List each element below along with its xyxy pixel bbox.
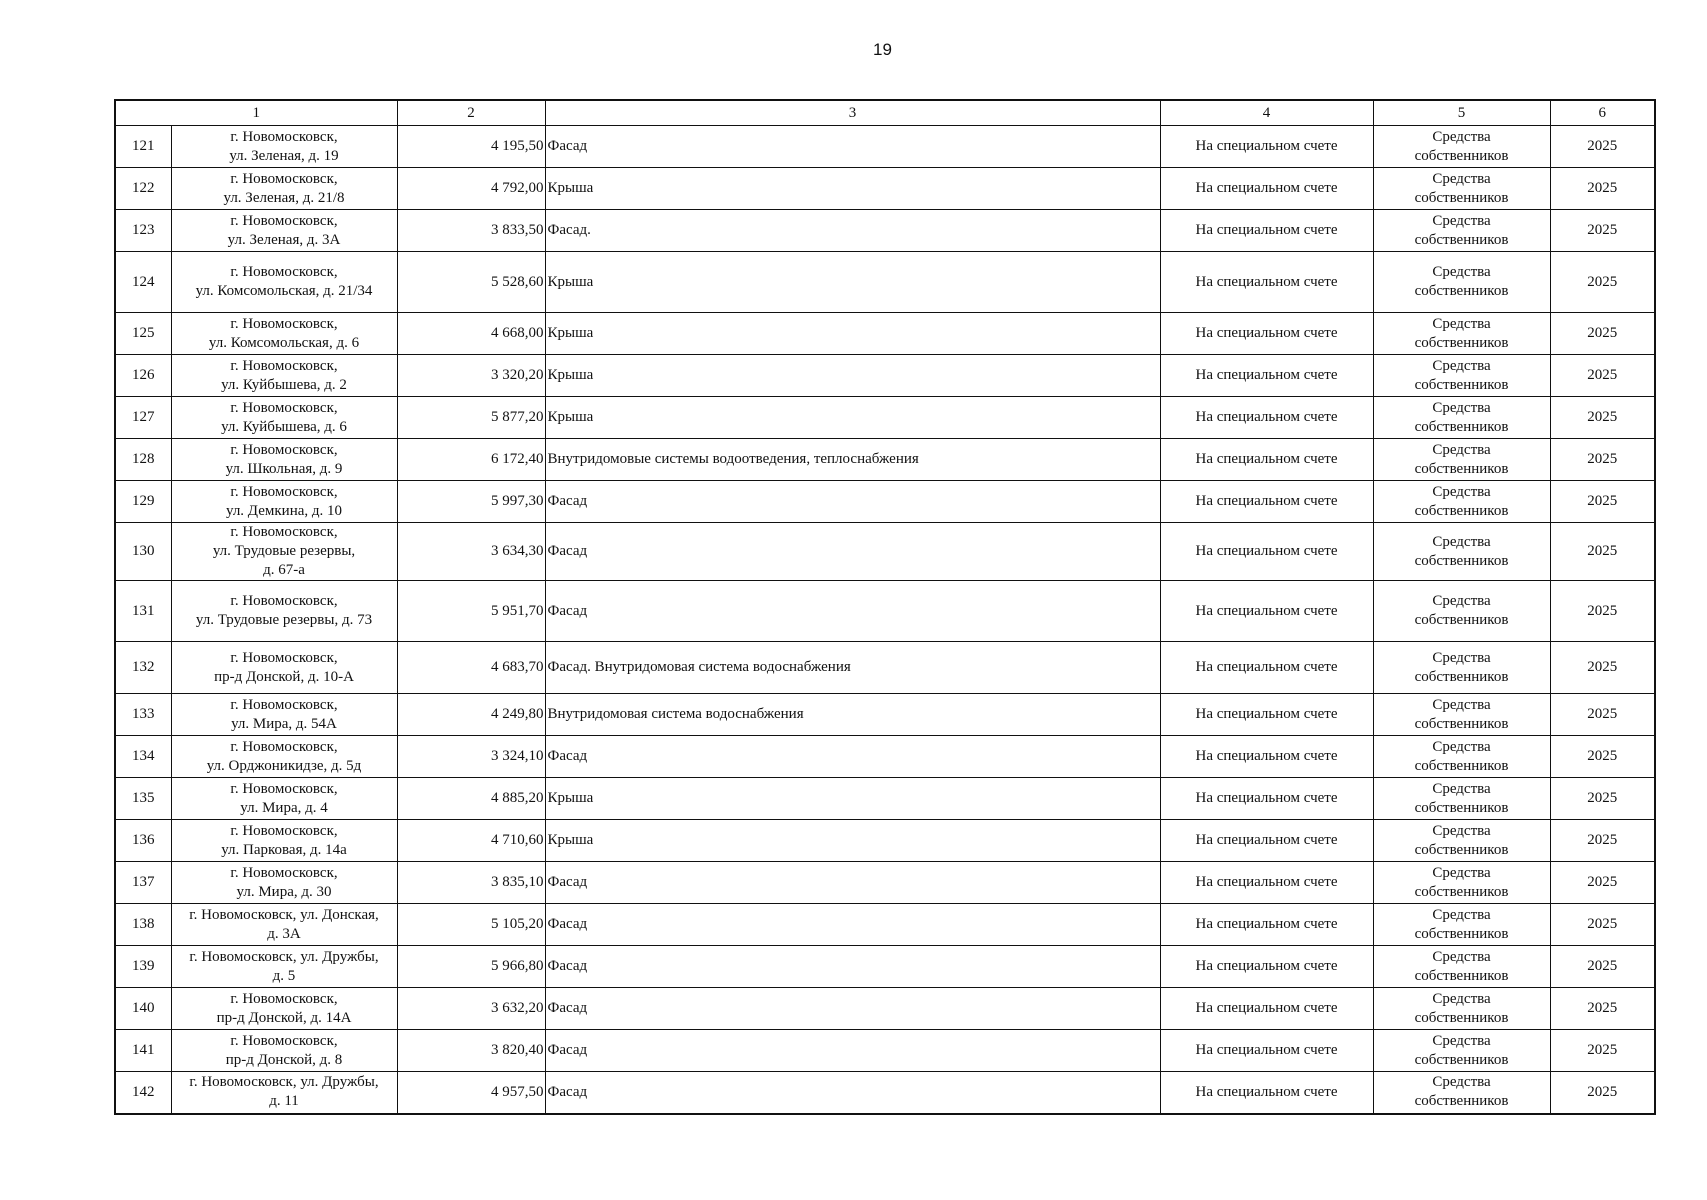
table-row: [115, 252, 1655, 313]
area-cell: 3 632,20: [397, 988, 545, 1030]
fund-method-cell: На специальном счете: [1160, 581, 1373, 642]
funding-source-line: собственников: [1414, 1051, 1509, 1068]
address-line: ул. Куйбышева, д. 2: [221, 376, 347, 393]
fund-method-cell: На специальном счете: [1160, 694, 1373, 736]
page-number: 19: [873, 40, 892, 59]
funding-source-line: собственников: [1414, 147, 1509, 164]
address-line: д. 67-а: [263, 562, 305, 578]
address-line: г. Новомосковск, ул. Донская,: [189, 906, 379, 923]
funding-source-cell: [1373, 862, 1550, 904]
address-cell: [171, 862, 397, 904]
funding-source-line: Средства: [1432, 170, 1491, 187]
area-cell: 6 172,40: [397, 439, 545, 481]
work-type-cell: Крыша: [545, 313, 1160, 355]
funding-source-line: Средства: [1432, 533, 1491, 550]
address-line: г. Новомосковск, ул. Дружбы,: [189, 948, 379, 965]
address-cell: [171, 126, 397, 168]
address-cell: [171, 904, 397, 946]
funding-source-cell: [1373, 581, 1550, 642]
address-line: ул. Комсомольская, д. 21/34: [195, 283, 373, 299]
column-header-6: 6: [1550, 100, 1655, 126]
funding-source-line: Средства: [1432, 483, 1491, 500]
fund-method-cell: На специальном счете: [1160, 397, 1373, 439]
address-line: г. Новомосковск,: [230, 524, 338, 540]
row-number-cell: 127: [115, 397, 171, 439]
row-number-cell: 141: [115, 1030, 171, 1072]
address-line: ул. Орджоникидзе, д. 5д: [206, 757, 362, 774]
work-type-cell: Фасад: [545, 481, 1160, 523]
funding-source-line: собственников: [1414, 1093, 1509, 1110]
area-cell: 5 966,80: [397, 946, 545, 988]
work-type-cell: Внутридомовые системы водоотведения, теплоснабжения: [545, 439, 1160, 481]
fund-method-cell: На специальном счете: [1160, 988, 1373, 1030]
address-line: ул. Зеленая, д. 3А: [227, 231, 341, 248]
funding-source-line: собственников: [1414, 231, 1509, 248]
area-cell: 4 710,60: [397, 820, 545, 862]
funding-source-line: собственников: [1414, 1009, 1509, 1026]
year-cell: 2025: [1550, 778, 1655, 820]
work-type-cell: Крыша: [545, 252, 1160, 313]
address-cell: [171, 820, 397, 862]
column-header-2: 2: [397, 100, 545, 126]
address-cell: [171, 168, 397, 210]
table-row: [115, 904, 1655, 946]
address-cell: [171, 694, 397, 736]
fund-method-cell: На специальном счете: [1160, 252, 1373, 313]
area-cell: 3 833,50: [397, 210, 545, 252]
funding-source-line: собственников: [1414, 418, 1509, 435]
funding-source-line: Средства: [1432, 948, 1491, 965]
area-cell: 5 877,20: [397, 397, 545, 439]
work-type-cell: Внутридомовая система водоснабжения: [545, 694, 1160, 736]
fund-method-cell: На специальном счете: [1160, 313, 1373, 355]
work-type-cell: Фасад: [545, 523, 1160, 581]
address-cell: [171, 1030, 397, 1072]
funding-source-cell: [1373, 736, 1550, 778]
address-line: ул. Комсомольская, д. 6: [208, 334, 360, 351]
area-cell: 5 997,30: [397, 481, 545, 523]
area-cell: 5 951,70: [397, 581, 545, 642]
address-line: г. Новомосковск,: [230, 593, 338, 609]
area-cell: 4 683,70: [397, 642, 545, 694]
address-line: пр-д Донской, д. 8: [225, 1051, 343, 1068]
funding-source-line: Средства: [1432, 649, 1491, 666]
funding-source-line: Средства: [1432, 315, 1491, 332]
work-type-cell: Крыша: [545, 778, 1160, 820]
funding-source-cell: [1373, 904, 1550, 946]
address-cell: [171, 1072, 397, 1114]
funding-source-line: Средства: [1432, 441, 1491, 458]
table-row: [115, 523, 1655, 581]
address-line: г. Новомосковск,: [230, 864, 338, 881]
address-line: ул. Куйбышева, д. 6: [221, 418, 347, 435]
address-line: ул. Зеленая, д. 21/8: [223, 189, 345, 206]
address-line: г. Новомосковск,: [230, 483, 338, 500]
address-line: ул. Демкина, д. 10: [225, 502, 343, 519]
year-cell: 2025: [1550, 1030, 1655, 1072]
address-line: г. Новомосковск,: [230, 780, 338, 797]
row-number-cell: 132: [115, 642, 171, 694]
address-line: д. 3А: [267, 925, 301, 942]
year-cell: 2025: [1550, 904, 1655, 946]
year-cell: 2025: [1550, 313, 1655, 355]
year-cell: 2025: [1550, 820, 1655, 862]
address-cell: [171, 313, 397, 355]
table-row: [115, 126, 1655, 168]
area-cell: 4 792,00: [397, 168, 545, 210]
fund-method-cell: На специальном счете: [1160, 355, 1373, 397]
fund-method-cell: На специальном счете: [1160, 126, 1373, 168]
row-number-cell: 130: [115, 523, 171, 581]
funding-source-line: Средства: [1432, 593, 1491, 609]
table-row: [115, 210, 1655, 252]
address-line: ул. Школьная, д. 9: [225, 460, 343, 477]
funding-source-line: собственников: [1414, 967, 1509, 984]
table-body: [115, 126, 1655, 1114]
funding-source-line: Средства: [1432, 738, 1491, 755]
fund-method-cell: На специальном счете: [1160, 862, 1373, 904]
work-type-cell: Фасад: [545, 736, 1160, 778]
row-number-cell: 129: [115, 481, 171, 523]
address-cell: [171, 252, 397, 313]
year-cell: 2025: [1550, 862, 1655, 904]
funding-source-cell: [1373, 481, 1550, 523]
table-row: [115, 581, 1655, 642]
funding-source-line: собственников: [1414, 925, 1509, 942]
address-cell: [171, 642, 397, 694]
address-cell: [171, 581, 397, 642]
address-cell: [171, 210, 397, 252]
table-row: [115, 397, 1655, 439]
row-number-cell: 134: [115, 736, 171, 778]
funding-source-cell: [1373, 988, 1550, 1030]
address-line: г. Новомосковск,: [230, 738, 338, 755]
area-cell: 3 324,10: [397, 736, 545, 778]
fund-method-cell: На специальном счете: [1160, 642, 1373, 694]
row-number-cell: 142: [115, 1072, 171, 1114]
address-line: пр-д Донской, д. 10-А: [214, 668, 354, 685]
funding-source-cell: [1373, 523, 1550, 581]
address-line: ул. Трудовые резервы, д. 73: [195, 612, 373, 628]
funding-source-cell: [1373, 126, 1550, 168]
funding-source-line: собственников: [1414, 376, 1509, 393]
funding-source-line: Средства: [1432, 128, 1491, 145]
funding-source-line: Средства: [1432, 990, 1491, 1007]
column-header-4: 4: [1160, 100, 1373, 126]
table-row: [115, 778, 1655, 820]
row-number-cell: 125: [115, 313, 171, 355]
table-row: [115, 642, 1655, 694]
address-cell: [171, 736, 397, 778]
work-type-cell: Фасад. Внутридомовая система водоснабжения: [545, 642, 1160, 694]
row-number-cell: 136: [115, 820, 171, 862]
funding-source-cell: [1373, 778, 1550, 820]
area-cell: 3 820,40: [397, 1030, 545, 1072]
address-line: д. 11: [269, 1093, 299, 1110]
year-cell: 2025: [1550, 168, 1655, 210]
year-cell: 2025: [1550, 1072, 1655, 1114]
funding-source-line: Средства: [1432, 906, 1491, 923]
address-cell: [171, 988, 397, 1030]
year-cell: 2025: [1550, 946, 1655, 988]
address-line: г. Новомосковск,: [230, 696, 338, 713]
fund-method-cell: На специальном счете: [1160, 1030, 1373, 1072]
year-cell: 2025: [1550, 736, 1655, 778]
funding-source-line: собственников: [1414, 283, 1509, 299]
fund-method-cell: На специальном счете: [1160, 736, 1373, 778]
address-line: г. Новомосковск,: [230, 399, 338, 416]
area-cell: 3 320,20: [397, 355, 545, 397]
fund-method-cell: На специальном счете: [1160, 904, 1373, 946]
work-type-cell: Фасад: [545, 1030, 1160, 1072]
row-number-cell: 137: [115, 862, 171, 904]
funding-source-line: Средства: [1432, 780, 1491, 797]
funding-source-cell: [1373, 642, 1550, 694]
fund-method-cell: На специальном счете: [1160, 778, 1373, 820]
address-line: ул. Мира, д. 54А: [231, 715, 337, 732]
table-row: [115, 694, 1655, 736]
work-type-cell: Крыша: [545, 397, 1160, 439]
fund-method-cell: На специальном счете: [1160, 1072, 1373, 1114]
funding-source-cell: [1373, 313, 1550, 355]
fund-method-cell: На специальном счете: [1160, 481, 1373, 523]
funding-source-line: собственников: [1414, 757, 1509, 774]
funding-source-cell: [1373, 1072, 1550, 1114]
year-cell: 2025: [1550, 988, 1655, 1030]
funding-source-cell: [1373, 820, 1550, 862]
funding-source-line: собственников: [1414, 668, 1509, 685]
table-row: [115, 313, 1655, 355]
work-type-cell: Фасад: [545, 126, 1160, 168]
address-cell: [171, 946, 397, 988]
address-line: г. Новомосковск,: [230, 128, 338, 145]
year-cell: 2025: [1550, 581, 1655, 642]
area-cell: 3 835,10: [397, 862, 545, 904]
year-cell: 2025: [1550, 210, 1655, 252]
work-type-cell: Крыша: [545, 820, 1160, 862]
funding-source-line: собственников: [1414, 715, 1509, 732]
address-line: г. Новомосковск,: [230, 315, 338, 332]
address-line: г. Новомосковск,: [230, 441, 338, 458]
work-type-cell: Крыша: [545, 168, 1160, 210]
fund-method-cell: На специальном счете: [1160, 439, 1373, 481]
address-line: г. Новомосковск,: [230, 990, 338, 1007]
address-line: г. Новомосковск,: [230, 264, 338, 280]
row-number-cell: 138: [115, 904, 171, 946]
row-number-cell: 123: [115, 210, 171, 252]
address-cell: [171, 481, 397, 523]
table-row: [115, 820, 1655, 862]
table-row: [115, 1072, 1655, 1114]
area-cell: 5 105,20: [397, 904, 545, 946]
address-cell: [171, 355, 397, 397]
area-cell: 4 195,50: [397, 126, 545, 168]
year-cell: 2025: [1550, 694, 1655, 736]
fund-method-cell: На специальном счете: [1160, 946, 1373, 988]
year-cell: 2025: [1550, 126, 1655, 168]
area-cell: 3 634,30: [397, 523, 545, 581]
address-line: г. Новомосковск,: [230, 822, 338, 839]
table-header: [115, 100, 1655, 126]
funding-source-line: собственников: [1414, 460, 1509, 477]
funding-source-line: Средства: [1432, 696, 1491, 713]
table-row: [115, 355, 1655, 397]
work-type-cell: Фасад.: [545, 210, 1160, 252]
funding-source-cell: [1373, 439, 1550, 481]
funding-source-line: Средства: [1432, 399, 1491, 416]
table-row: [115, 946, 1655, 988]
address-line: ул. Парковая, д. 14а: [221, 841, 347, 858]
work-type-cell: Крыша: [545, 355, 1160, 397]
area-cell: 4 957,50: [397, 1072, 545, 1114]
funding-source-line: Средства: [1432, 357, 1491, 374]
funding-source-line: собственников: [1414, 189, 1509, 206]
row-number-cell: 122: [115, 168, 171, 210]
row-number-cell: 126: [115, 355, 171, 397]
area-cell: 4 885,20: [397, 778, 545, 820]
row-number-cell: 140: [115, 988, 171, 1030]
row-number-cell: 121: [115, 126, 171, 168]
table-row: [115, 988, 1655, 1030]
funding-source-line: Средства: [1432, 212, 1491, 229]
address-line: г. Новомосковск,: [230, 212, 338, 229]
address-line: г. Новомосковск,: [230, 357, 338, 374]
column-header-3: 3: [545, 100, 1160, 126]
year-cell: 2025: [1550, 481, 1655, 523]
fund-method-cell: На специальном счете: [1160, 168, 1373, 210]
funding-source-line: собственников: [1414, 799, 1509, 816]
funding-source-cell: [1373, 210, 1550, 252]
address-line: д. 5: [272, 967, 296, 984]
funding-source-line: собственников: [1414, 883, 1509, 900]
funding-source-cell: [1373, 355, 1550, 397]
row-number-cell: 131: [115, 581, 171, 642]
address-cell: [171, 778, 397, 820]
funding-source-line: собственников: [1414, 841, 1509, 858]
area-cell: 5 528,60: [397, 252, 545, 313]
work-type-cell: Фасад: [545, 904, 1160, 946]
address-line: ул. Зеленая, д. 19: [229, 147, 339, 164]
fund-method-cell: На специальном счете: [1160, 523, 1373, 581]
address-cell: [171, 523, 397, 581]
area-cell: 4 249,80: [397, 694, 545, 736]
work-type-cell: Фасад: [545, 1072, 1160, 1114]
funding-source-line: Средства: [1432, 1032, 1491, 1049]
table-row: [115, 1030, 1655, 1072]
table-row: [115, 481, 1655, 523]
funding-source-cell: [1373, 168, 1550, 210]
work-type-cell: Фасад: [545, 581, 1160, 642]
funding-source-line: собственников: [1414, 612, 1509, 628]
address-line: пр-д Донской, д. 14А: [216, 1009, 352, 1026]
fund-method-cell: На специальном счете: [1160, 210, 1373, 252]
address-cell: [171, 397, 397, 439]
address-line: ул. Мира, д. 30: [236, 883, 332, 900]
funding-source-line: Средства: [1432, 264, 1491, 280]
fund-method-cell: На специальном счете: [1160, 820, 1373, 862]
year-cell: 2025: [1550, 355, 1655, 397]
funding-source-line: Средства: [1432, 864, 1491, 881]
funding-source-cell: [1373, 946, 1550, 988]
year-cell: 2025: [1550, 252, 1655, 313]
funding-source-line: Средства: [1432, 822, 1491, 839]
funding-source-cell: [1373, 694, 1550, 736]
table-row: [115, 168, 1655, 210]
funding-source-line: Средства: [1432, 1074, 1491, 1091]
funding-source-line: собственников: [1414, 552, 1509, 569]
address-line: г. Новомосковск,: [230, 1032, 338, 1049]
repair-program-table: [114, 99, 1656, 1115]
address-line: г. Новомосковск,: [230, 649, 338, 666]
year-cell: 2025: [1550, 523, 1655, 581]
work-type-cell: Фасад: [545, 946, 1160, 988]
header-row: [115, 100, 1655, 126]
funding-source-line: собственников: [1414, 334, 1509, 351]
year-cell: 2025: [1550, 397, 1655, 439]
address-line: г. Новомосковск, ул. Дружбы,: [189, 1074, 379, 1091]
work-type-cell: Фасад: [545, 862, 1160, 904]
address-line: г. Новомосковск,: [230, 170, 338, 187]
row-number-cell: 133: [115, 694, 171, 736]
work-type-cell: Фасад: [545, 988, 1160, 1030]
area-cell: 4 668,00: [397, 313, 545, 355]
address-line: ул. Трудовые резервы,: [212, 543, 356, 559]
funding-source-line: собственников: [1414, 502, 1509, 519]
year-cell: 2025: [1550, 642, 1655, 694]
row-number-cell: 124: [115, 252, 171, 313]
table-row: [115, 862, 1655, 904]
year-cell: 2025: [1550, 439, 1655, 481]
row-number-cell: 139: [115, 946, 171, 988]
address-line: ул. Мира, д. 4: [240, 799, 328, 816]
row-number-cell: 128: [115, 439, 171, 481]
address-cell: [171, 439, 397, 481]
funding-source-cell: [1373, 252, 1550, 313]
table-row: [115, 439, 1655, 481]
funding-source-cell: [1373, 397, 1550, 439]
table-row: [115, 736, 1655, 778]
funding-source-cell: [1373, 1030, 1550, 1072]
column-header-5: 5: [1373, 100, 1550, 126]
row-number-cell: 135: [115, 778, 171, 820]
column-header-1: 1: [115, 100, 397, 126]
